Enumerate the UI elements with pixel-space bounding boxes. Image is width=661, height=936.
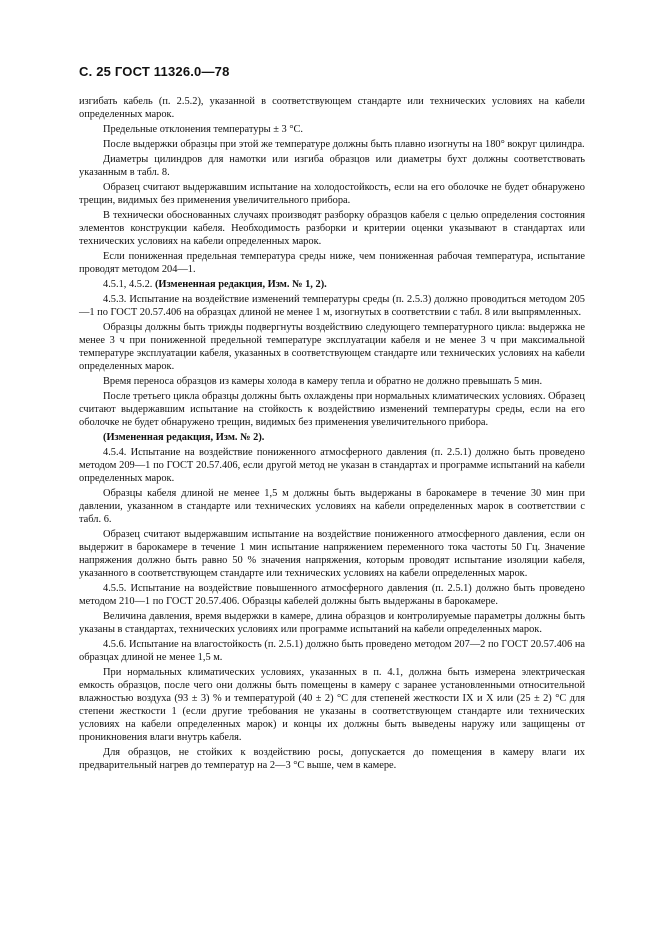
paragraph-text: При нормальных климатических условиях, указанных в п. 4.1, должна быть измерена электрическая емкость образцов, после чего они должны быть помещены в камеру с заранее установленными относительной влажностью воздуха (93 ± 3) % и температурой (40 ± 2) °С для степеней жесткости IX и X или (25 ± 2) °С для степени жесткости 1 (если другие требования не указаны в соответствующем стандарте или технических условиях на кабели определенных марок) и концы их должны быть выведены наружу или защищены от проникновения влаги внутрь кабеля. — [79, 667, 585, 743]
paragraph-p16 — [79, 528, 585, 580]
paragraph-p06 — [79, 209, 585, 248]
paragraph-p09 — [79, 293, 585, 319]
paragraph-p01 — [79, 95, 585, 121]
paragraph-p03 — [79, 138, 585, 151]
paragraph-p20 — [79, 666, 585, 744]
paragraph-p14 — [79, 446, 585, 485]
paragraph-text: Образцы кабеля длиной не менее 1,5 м должны быть выдержаны в барокамере в течение 30 мин при давлении, указанном в стандарте или технических условиях на кабели определенных марок в соответствии с табл. 6. — [79, 488, 585, 525]
paragraph-p04 — [79, 153, 585, 179]
page-header: С. 25 ГОСТ 11326.0—78 — [79, 64, 230, 79]
paragraph-text: 4.5.3. Испытание на воздействие изменений температуры среды (п. 2.5.3) должно проводиться методом 205—1 по ГОСТ 20.57.406 на образцах длиной не менее 1 м, изогнутых в соответствии с табл. 8 или выпрямленных. — [79, 294, 585, 318]
paragraph-p02 — [79, 123, 585, 136]
paragraph-p13 — [79, 431, 585, 444]
paragraph-text: Для образцов, не стойких к воздействию росы, допускается до помещения в камеру влаги их предварительный нагрев до температур на 2—3 °С выше, чем в камере. — [79, 747, 585, 771]
paragraph-p12 — [79, 390, 585, 429]
amendment-note: (Измененная редакция, Изм. № 2). — [103, 432, 265, 443]
paragraph-text: Диаметры цилиндров для намотки или изгиба образцов или диаметры бухт должны соответствовать указанным в табл. 8. — [79, 154, 585, 178]
paragraph-text: 4.5.5. Испытание на воздействие повышенного атмосферного давления (п. 2.5.1) должно быть проведено методом 210—1 по ГОСТ 20.57.406. Образцы кабелей должны быть выдержаны в барокамере. — [79, 583, 585, 607]
paragraph-text: 4.5.4. Испытание на воздействие пониженного атмосферного давления (п. 2.5.1) должно быть проведено методом 209—1 по ГОСТ 20.57.406, если другой метод не указан в стандартах и программе испытаний на кабели определенных марок. — [79, 447, 585, 484]
paragraph-p07 — [79, 250, 585, 276]
paragraph-p18 — [79, 610, 585, 636]
paragraph-p08 — [79, 278, 585, 291]
document-body — [79, 95, 585, 774]
paragraph-p10 — [79, 321, 585, 373]
paragraph-text: Если пониженная предельная температура среды ниже, чем пониженная рабочая температура, испытание проводят методом 204—1. — [79, 251, 585, 275]
paragraph-text: изгибать кабель (п. 2.5.2), указанной в соответствующем стандарте или технических условиях на кабели определенных марок. — [79, 96, 585, 120]
paragraph-p17 — [79, 582, 585, 608]
paragraph-p05 — [79, 181, 585, 207]
paragraph-p15 — [79, 487, 585, 526]
paragraph-text: Время переноса образцов из камеры холода в камеру тепла и обратно не должно превышать 5 мин. — [103, 376, 543, 387]
paragraph-text: После выдержки образцы при этой же температуре должны быть плавно изогнуты на 180° вокруг цилиндра. — [103, 139, 585, 150]
paragraph-text: Величина давления, время выдержки в камере, длина образцов и контролируемые параметры должны быть указаны в стандартах, технических условиях или программе испытаний на кабели определенных марок. — [79, 611, 585, 635]
paragraph-p19 — [79, 638, 585, 664]
paragraph-text: 4.5.6. Испытание на влагостойкость (п. 2.5.1) должно быть проведено методом 207—2 по ГОСТ 20.57.406 на образцах длиной не менее 1,5 м. — [79, 639, 585, 663]
paragraph-text: Предельные отклонения температуры ± 3 °С. — [103, 124, 304, 135]
paragraph-p11 — [79, 375, 585, 388]
paragraph-text: После третьего цикла образцы должны быть охлаждены при нормальных климатических условиях. Образец считают выдержавшим испытание на стойкость к воздействию изменений температуры среды, если на его оболочке не будет обнаружено трещин, видимых без применения увеличительного прибора. — [79, 391, 585, 428]
paragraph-p21 — [79, 746, 585, 772]
paragraph-text: Образец считают выдержавшим испытание на воздействие пониженного атмосферного давления, если он выдержит в барокамере в течение 1 мин испытание напряжением переменного тока частоты 50 Гц. Значение напряжения должно быть равно 50 % значения напряжения, которым проводят испытание изоляции кабеля, указанного в соответствующем стандарте или технических условиях на кабели определенных марок. — [79, 529, 585, 579]
paragraph-text: В технически обоснованных случаях производят разборку образцов кабеля с целью определения состояния элементов конструкции кабеля. Необходимость разборки и критерии оценки указывают в стандартах или технических условиях на кабели определенных марок. — [79, 210, 585, 247]
paragraph-text: Образцы должны быть трижды подвергнуты воздействию следующего температурного цикла: выдержка не менее 3 ч при пониженной предельной температуре эксплуатации кабеля и не менее 3 ч при максимальной температуре эксплуатации кабеля, указанных в соответствующем стандарте или технических условиях на кабели определенных марок. — [79, 322, 585, 372]
amendment-note: (Измененная редакция, Изм. № 1, 2). — [154, 279, 327, 290]
paragraph-text: Образец считают выдержавшим испытание на холодостойкость, если на его оболочке не будет обнаружено трещин, видимых без применения увеличительного прибора. — [79, 182, 585, 206]
paragraph-text: 4.5.1, 4.5.2. — [103, 279, 155, 290]
